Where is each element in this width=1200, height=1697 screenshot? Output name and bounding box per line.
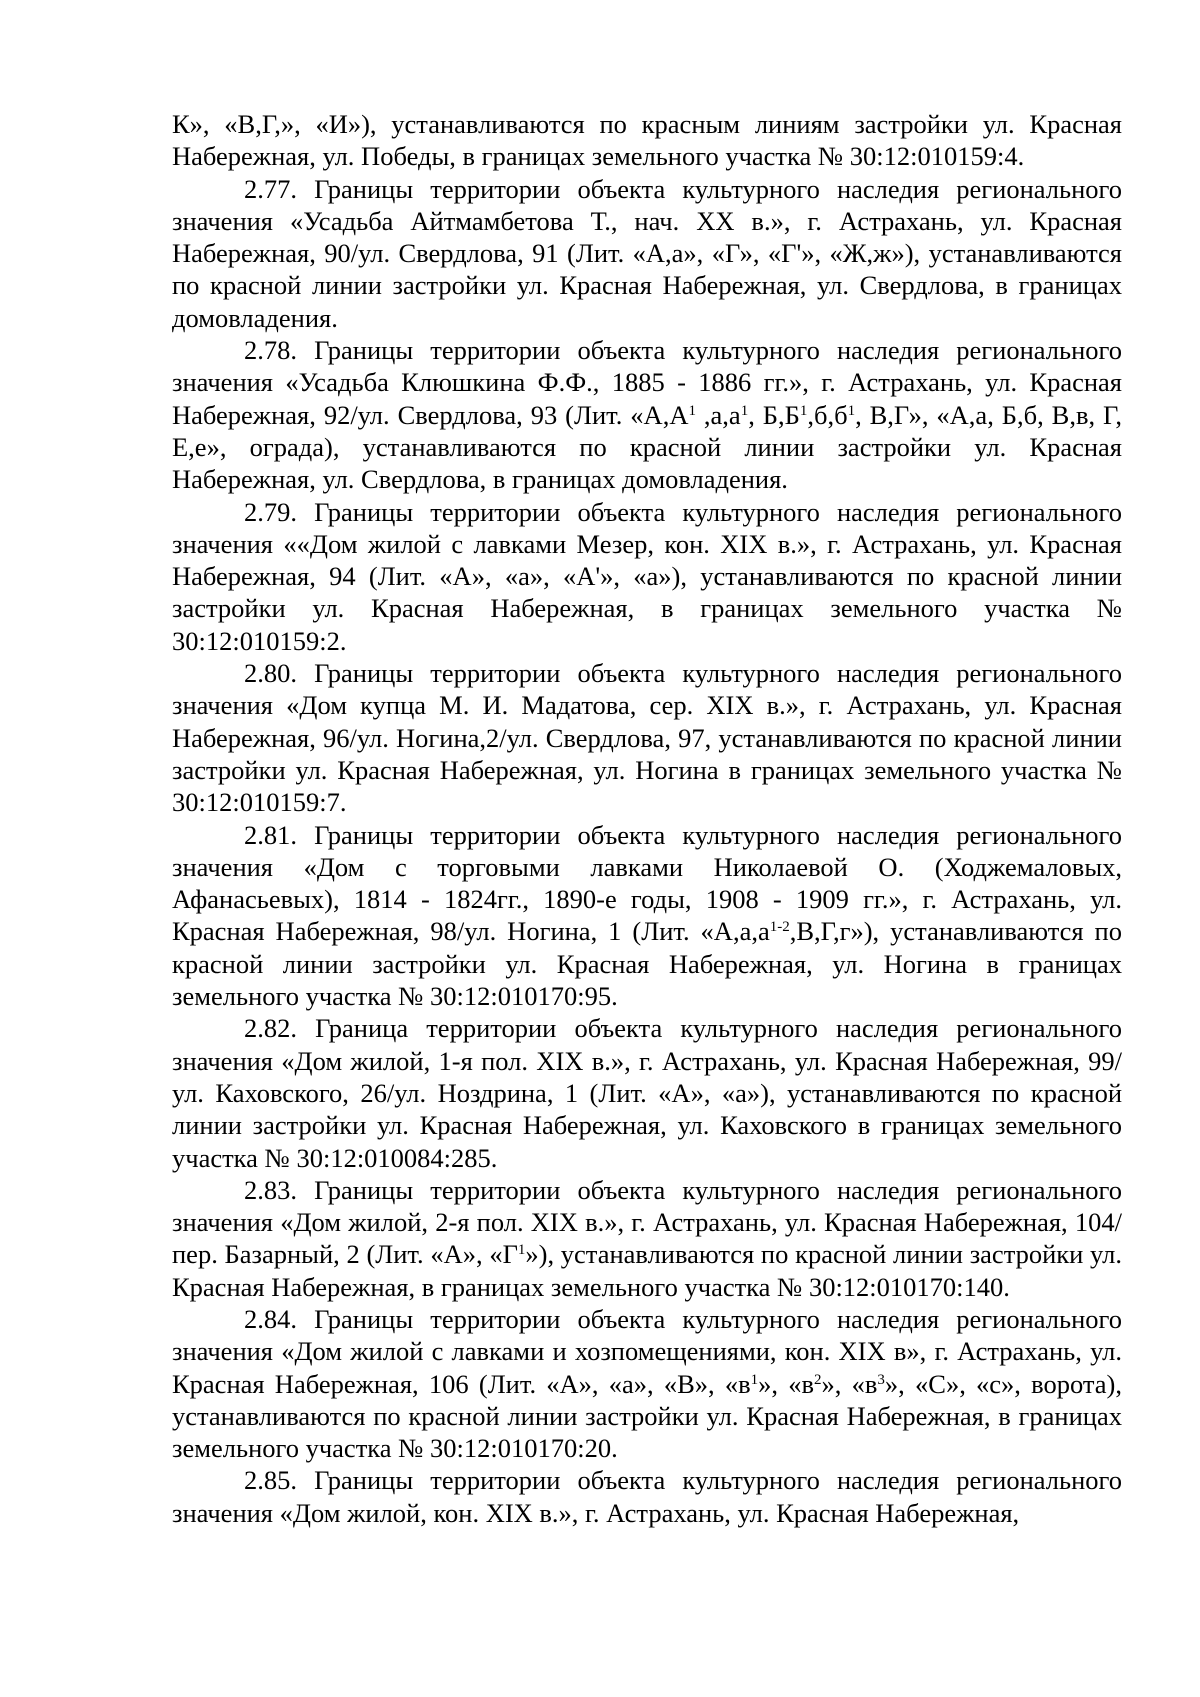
paragraph-2-79 — [172, 496, 1122, 657]
superscript-index: 1 — [517, 1242, 526, 1259]
paragraph-2-85 — [172, 1464, 1122, 1529]
text-run: 2.85. Границы территории объекта культурного наследия регионального значения «Дом жилой, кон. XIX в.», г. Астрахань, ул. Красная Набережная, — [172, 1465, 1122, 1528]
text-run: К», «В,Г,», «И»), устанавливаются по красным линиям застройки ул. Красная Набережная, ул. Победы, в границах земельного участка № 30:12:010159:4. — [172, 109, 1122, 172]
superscript-index: 1 — [750, 1371, 759, 1388]
superscript-index: 1 — [799, 402, 808, 419]
text-run: 2.82. Граница территории объекта культурного наследия регионального значения «Дом жилой, 1-я пол. XIX в.», г. Астрахань, ул. Красная Набережная, 99/ул. Каховского, 26/ул. Ноздрина, 1 (Лит. «А», «а»), устанавливаются по красной линии застройки ул. Красная Набережная, ул. Каховского в границах земельного участка № 30:12:010084:285. — [172, 1013, 1122, 1173]
text-run: , В,Г», «А,а, Б,б, В,в, Г, Е,е», ограда), устанавливаются по красной линии застройки ул. Красная Набережная, ул. Свердлова, в границах домовладения. — [172, 399, 1123, 495]
superscript-index: 1 — [740, 402, 749, 419]
text-run: 2.78. Границы территории объекта культурного наследия регионального значения «Усадьба Клюшкина Ф.Ф., 1885 - 1886 гг.», г. Астрахань, ул. Красная Набережная, 92/ул. Свердлова, 93 (Лит. «А,А — [172, 335, 1122, 430]
superscript-index: 1 — [847, 402, 856, 419]
paragraph-2-78 — [172, 334, 1122, 495]
text-run: ,б,б — [807, 399, 848, 430]
document-page — [172, 108, 1122, 1529]
superscript-index: 1 — [688, 402, 696, 419]
superscript-index: 2 — [814, 1371, 822, 1388]
text-run: 2.83. Границы территории объекта культурного наследия регионального значения «Дом жилой, 2-я пол. XIX в.», г. Астрахань, ул. Красная Набережная, 104/пер. Базарный, 2 (Лит. «А», «Г — [172, 1174, 1122, 1270]
text-run: », «в — [821, 1368, 878, 1399]
text-run: », «в — [758, 1368, 815, 1399]
paragraph-2-83 — [172, 1174, 1122, 1303]
paragraph-2-81 — [172, 819, 1122, 1013]
text-run: 2.77. Границы территории объекта культурного наследия регионального значения «Усадьба Айтмамбетова Т., нач. XX в.», г. Астрахань, ул. Красная Набережная, 90/ул. Свердлова, 91 (Лит. «А,а», «Г», «Г'», «Ж,ж»), устанавливаются по красной линии застройки ул. Красная Набережная, ул. Свердлова, в границах домовладения. — [172, 173, 1122, 333]
text-run: »), устанавливаются по красной линии застройки ул. Красная Набережная, в границах земельного участка № 30:12:010170:140. — [172, 1239, 1122, 1302]
paragraph-continuation — [172, 108, 1122, 173]
text-run: », «С», «с», ворота), устанавливаются по красной линии застройки ул. Красная Набережная, в границах земельного участка № 30:12:010170:20. — [172, 1368, 1122, 1464]
paragraph-2-84 — [172, 1303, 1122, 1464]
text-run: ,а,а — [695, 399, 741, 430]
text-run: 2.80. Границы территории объекта культурного наследия регионального значения «Дом купца М. И. Мадатова, сер. XIX в.», г. Астрахань, ул. Красная Набережная, 96/ул. Ногина,2/ул. Свердлова, 97, устанавливаются по красной линии застройки ул. Красная Набережная, ул. Ногина в границах земельного участка № 30:12:010159:7. — [172, 658, 1122, 818]
text-run: , Б,Б — [748, 399, 800, 430]
text-run: 2.79. Границы территории объекта культурного наследия регионального значения ««Дом жилой с лавками Мезер, кон. XIX в.», г. Астрахань, ул. Красная Набережная, 94 (Лит. «А», «а», «А'», «а»), устанавливаются по красной линии застройки ул. Красная Набережная, в границах земельного участка № 30:12:010159:2. — [172, 496, 1122, 656]
text-run: ,В,Г,г»), устанавливаются по красной линии застройки ул. Красная Набережная, ул. Ногина в границах земельного участка № 30:12:010170:95. — [172, 916, 1122, 1012]
text-run: 2.81. Границы территории объекта культурного наследия регионального значения «Дом с торговыми лавками Николаевой О. (Ходжемаловых, Афанасьевых), 1814 - 1824гг., 1890-е годы, 1908 - 1909 гг.», г. Астрахань, ул. Красная Набережная, 98/ул. Ногина, 1 (Лит. «А,а,а — [172, 819, 1122, 947]
text-run: 2.84. Границы территории объекта культурного наследия регионального значения «Дом жилой с лавками и хозпомещениями, кон. XIX в», г. Астрахань, ул. Красная Набережная, 106 (Лит. «А», «а», «В», «в — [172, 1303, 1122, 1399]
superscript-index: 3 — [877, 1371, 885, 1388]
superscript-index: 1-2 — [769, 919, 790, 936]
paragraph-2-77 — [172, 173, 1122, 334]
paragraph-2-82 — [172, 1012, 1122, 1173]
paragraph-2-80 — [172, 657, 1122, 818]
